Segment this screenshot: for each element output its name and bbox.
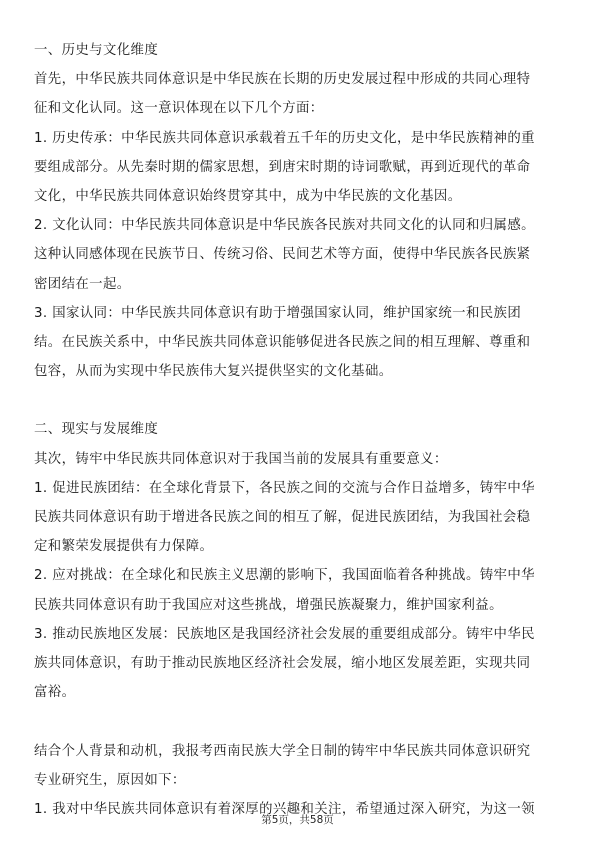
paragraph-gap bbox=[34, 707, 561, 736]
page-number-footer: 第5页，共58页 bbox=[261, 814, 334, 826]
paragraph-line: 专业研究生，原因如下： bbox=[34, 772, 186, 788]
list-item-line: 包容，从而为实现中华民族伟大复兴提供坚实的文化基础。 bbox=[34, 364, 393, 380]
section-heading-reality-development: 二、现实与发展维度 bbox=[34, 422, 159, 438]
list-item-line: 3. 推动民族地区发展：民族地区是我国经济社会发展的重要组成部分。铸牢中华民 bbox=[34, 626, 535, 642]
list-item-line: 要组成部分。从先秦时期的儒家思想，到唐宋时期的诗词歌赋，再到近现代的革命 bbox=[34, 159, 531, 175]
list-item-line: 1. 促进民族团结：在全球化背景下，各民族之间的交流与合作日益增多，铸牢中华 bbox=[34, 480, 535, 496]
paragraph-line: 其次，铸牢中华民族共同体意识对于我国当前的发展具有重要意义： bbox=[34, 451, 448, 467]
list-item-line: 文化，中华民族共同体意识始终贯穿其中，成为中华民族的文化基因。 bbox=[34, 188, 462, 204]
list-item-line: 1. 历史传承：中华民族共同体意识承载着五千年的历史文化，是中华民族精神的重 bbox=[34, 130, 535, 146]
list-item-line: 1. 我对中华民族共同体意识有着深厚的兴趣和关注，希望通过深入研究，为这一领 bbox=[34, 801, 535, 817]
list-item-line: 民族共同体意识有助于增进各民族之间的相互了解，促进民族团结，为我国社会稳 bbox=[34, 510, 531, 525]
paragraph-line: 结合个人背景和动机，我报考西南民族大学全日制的铸牢中华民族共同体意识研究 bbox=[34, 743, 531, 759]
paragraph-line: 征和文化认同。这一意识体现在以下几个方面： bbox=[34, 101, 324, 117]
list-item-line: 2. 应对挑战：在全球化和民族主义思潮的影响下，我国面临着各种挑战。铸牢中华 bbox=[34, 568, 535, 584]
paragraph-line: 首先，中华民族共同体意识是中华民族在长期的历史发展过程中形成的共同心理特 bbox=[34, 72, 531, 88]
list-item-line: 富裕。 bbox=[34, 685, 76, 701]
list-item-line: 定和繁荣发展提供有力保障。 bbox=[34, 539, 214, 555]
list-item-line: 族共同体意识，有助于推动民族地区经济社会发展，缩小地区发展差距，实现共同 bbox=[34, 655, 531, 671]
list-item-line: 3. 国家认同：中华民族共同体意识有助于增强国家认同，维护国家统一和民族团 bbox=[34, 305, 522, 321]
list-item-line: 2. 文化认同：中华民族共同体意识是中华民族各民族对共同文化的认同和归属感。 bbox=[34, 218, 535, 234]
list-item-line: 民族共同体意识有助于我国应对这些挑战，增强民族凝聚力，维护国家利益。 bbox=[34, 597, 503, 613]
list-item-line: 密团结在一起。 bbox=[34, 276, 131, 292]
list-item-line: 结。在民族关系中，中华民族共同体意识能够促进各民族之间的相互理解、尊重和 bbox=[34, 334, 531, 350]
paragraph-gap bbox=[34, 386, 561, 415]
list-item-line: 这种认同感体现在民族节日、传统习俗、民间艺术等方面，使得中华民族各民族紧 bbox=[34, 247, 531, 263]
section-heading-history-culture: 一、历史与文化维度 bbox=[34, 43, 159, 58]
